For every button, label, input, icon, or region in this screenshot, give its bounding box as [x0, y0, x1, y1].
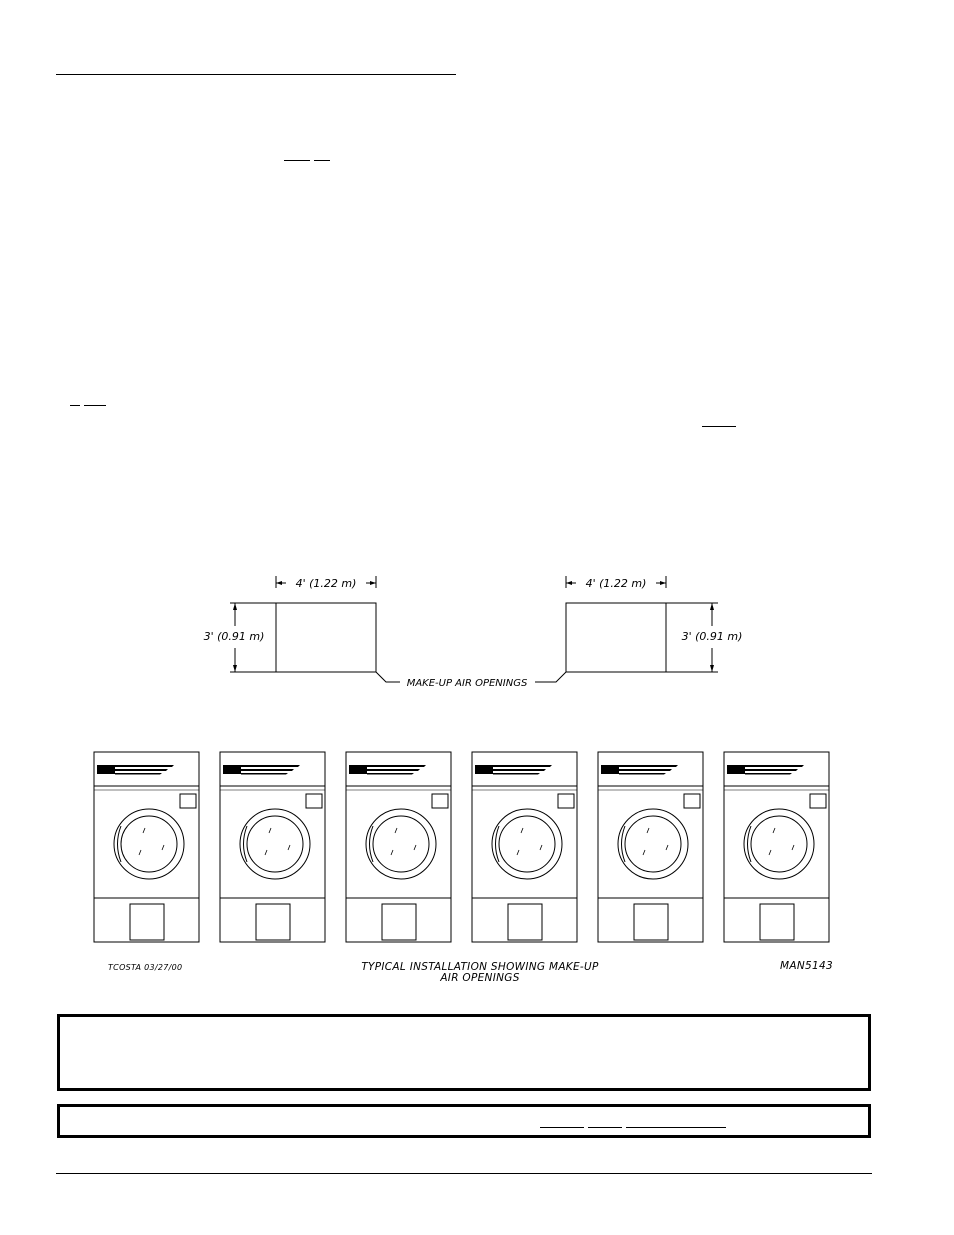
make-up-air-diagram — [190, 570, 760, 695]
machine-row — [90, 748, 840, 948]
machine-3 — [346, 752, 451, 942]
machine-4 — [472, 752, 577, 942]
make-up-air-callout: MAKE-UP AIR OPENINGS — [406, 678, 528, 689]
footer-rule — [56, 1173, 872, 1174]
left-height-label: 3' (0.91 m) — [203, 630, 265, 643]
right-air-opening — [566, 603, 666, 672]
figure-caption — [330, 962, 630, 984]
notice-underline-1 — [540, 1127, 584, 1128]
text-underline-3 — [70, 405, 80, 406]
drawing-number: MAN5143 — [780, 960, 833, 972]
figure-caption-line-2: AIR OPENINGS — [440, 972, 520, 984]
notice-underline-2 — [588, 1127, 622, 1128]
text-underline-1 — [284, 160, 310, 161]
machine-1 — [94, 752, 199, 942]
figure-caption-line-1: TYPICAL INSTALLATION SHOWING MAKE-UP — [361, 961, 599, 973]
text-underline-2 — [314, 160, 330, 161]
machine-6 — [724, 752, 829, 942]
notice-box-small — [57, 1104, 871, 1138]
notice-underline-3 — [626, 1127, 726, 1128]
left-width-label: 4' (1.22 m) — [295, 577, 357, 590]
notice-box-large — [57, 1014, 871, 1091]
machine-5 — [598, 752, 703, 942]
heading-underline — [56, 74, 456, 75]
machine-2 — [220, 752, 325, 942]
text-underline-4 — [84, 405, 106, 406]
right-height-label: 3' (0.91 m) — [681, 630, 743, 643]
text-underline-5 — [702, 426, 736, 427]
left-air-opening — [276, 603, 376, 672]
drawing-credit: TCOSTA 03/27/00 — [108, 963, 183, 972]
right-width-label: 4' (1.22 m) — [585, 577, 647, 590]
